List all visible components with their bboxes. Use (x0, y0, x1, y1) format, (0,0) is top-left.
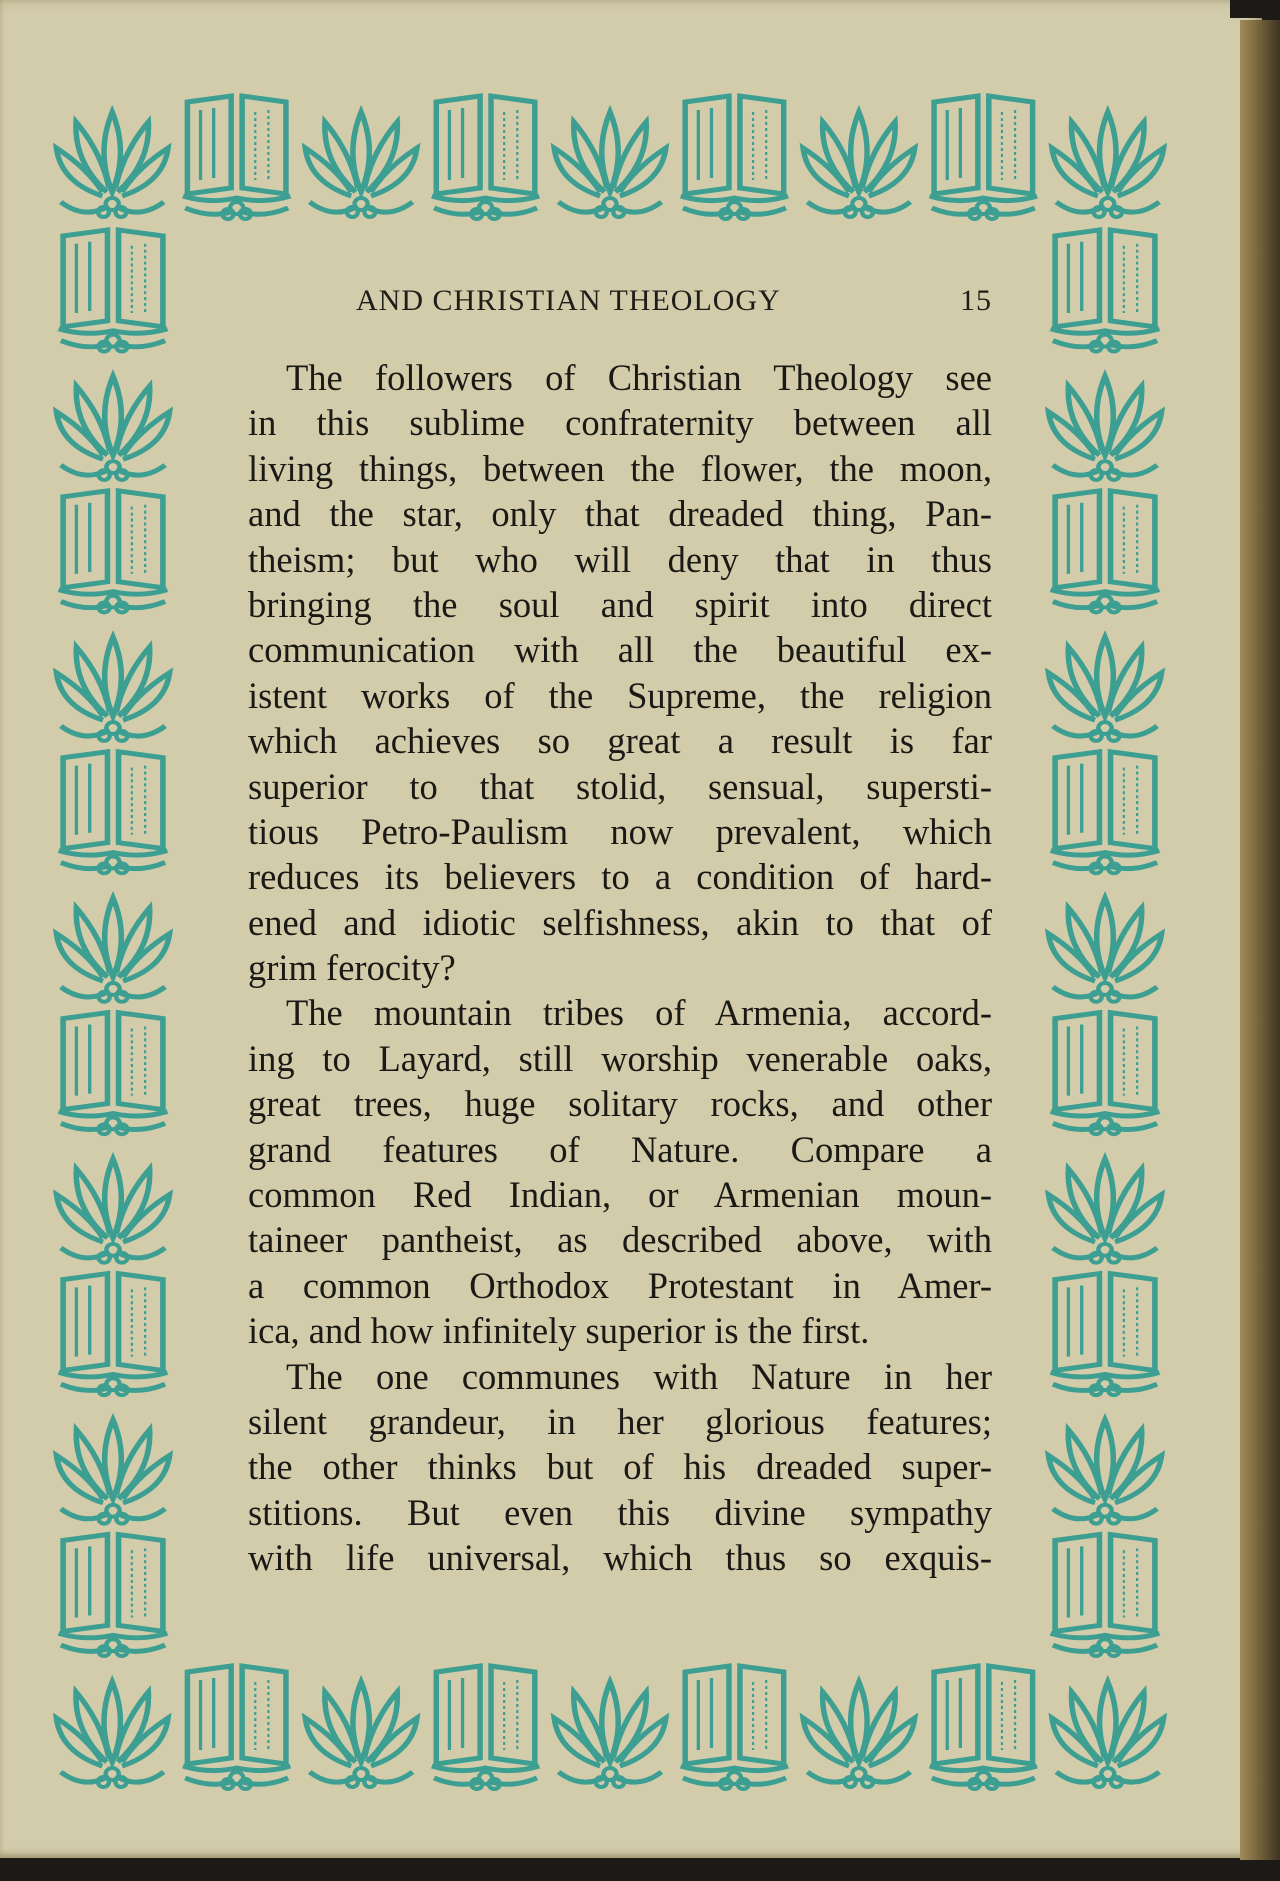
leaf-palmette-icon (56, 376, 169, 480)
open-book-icon (59, 1534, 168, 1656)
text-line: the other thinks but of his dreaded super- (248, 1446, 992, 1488)
running-title: AND CHRISTIAN THEOLOGY (356, 284, 781, 317)
text-line: The one communes with Nature in her (286, 1355, 992, 1397)
open-book-icon (930, 96, 1037, 219)
open-book-icon (1051, 491, 1160, 613)
open-book-icon (681, 1666, 788, 1789)
text-line: with life universal, which thus so exquis- (248, 1537, 992, 1579)
text-line: which achieves so great a result is far (248, 720, 992, 762)
leaf-palmette-icon (56, 1420, 169, 1524)
open-book-icon (59, 230, 168, 352)
text-line: living things, between the flower, the moon, (248, 447, 992, 489)
page-number: 15 (960, 284, 992, 317)
text-line: superior to that stolid, sensual, supersti- (248, 765, 992, 807)
leaf-palmette-icon (56, 637, 169, 741)
open-book-icon (1051, 230, 1160, 352)
text-line: The mountain tribes of Armenia, accord- (286, 992, 992, 1034)
text-line: istent works of the Supreme, the religion (248, 674, 992, 716)
corner-shadow (1230, 0, 1280, 18)
text-line: in this sublime confraternity between all (248, 402, 992, 444)
running-header (248, 284, 992, 324)
open-book-icon (183, 1666, 290, 1789)
text-line: taineer pantheist, as described above, with (248, 1219, 992, 1261)
open-book-icon (432, 1666, 539, 1789)
leaf-palmette-icon (1048, 1420, 1161, 1524)
leaf-palmette-icon (803, 112, 915, 217)
leaf-palmette-icon (1052, 1682, 1164, 1787)
leaf-palmette-icon (305, 112, 417, 217)
text-line: a common Orthodox Protestant in Amer- (248, 1264, 992, 1306)
open-book-icon (1051, 1013, 1160, 1135)
text-line: ing to Layard, still worship venerable oaks, (248, 1037, 992, 1079)
open-book-icon (59, 491, 168, 613)
open-book-icon (1051, 1534, 1160, 1656)
open-book-icon (681, 96, 788, 219)
text-line: The followers of Christian Theology see (286, 357, 992, 398)
paragraph (248, 990, 992, 1353)
leaf-palmette-icon (1048, 1159, 1161, 1263)
leaf-palmette-icon (56, 1159, 169, 1263)
open-book-icon (930, 1666, 1037, 1789)
open-book-icon (432, 96, 539, 219)
page-edge (1240, 20, 1280, 1860)
leaf-palmette-icon (305, 1682, 417, 1787)
text-line: theism; but who will deny that in thus (248, 538, 992, 580)
open-book-icon (59, 1274, 168, 1396)
paragraph (248, 1354, 992, 1581)
paragraph (248, 355, 992, 990)
text-line: grim ferocity? (248, 947, 456, 989)
leaf-palmette-icon (803, 1682, 915, 1787)
open-book-icon (183, 96, 290, 219)
leaf-palmette-icon (554, 1682, 666, 1787)
open-book-icon (1051, 1274, 1160, 1396)
leaf-palmette-icon (1048, 898, 1161, 1002)
text-line: tious Petro-Paulism now prevalent, which (248, 810, 992, 852)
text-line: communication with all the beautiful ex- (248, 629, 992, 671)
text-line: reduces its believers to a condition of hard- (248, 856, 992, 898)
text-line: stitions. But even this divine sympathy (248, 1491, 992, 1533)
open-book-icon (1051, 752, 1160, 874)
leaf-palmette-icon (1048, 637, 1161, 741)
leaf-palmette-icon (56, 898, 169, 1002)
text-line: ened and idiotic selfishness, akin to that of (248, 901, 992, 943)
text-line: ica, and how infinitely superior is the first. (248, 1310, 870, 1352)
body-text (248, 355, 992, 1581)
text-line: and the star, only that dreaded thing, Pan- (248, 493, 992, 535)
text-line: bringing the soul and spirit into direct (248, 583, 992, 625)
text-line: great trees, huge solitary rocks, and other (248, 1083, 992, 1125)
text-line: common Red Indian, or Armenian moun- (248, 1174, 992, 1216)
leaf-palmette-icon (1052, 112, 1164, 217)
leaf-palmette-icon (56, 112, 168, 217)
leaf-palmette-icon (1048, 376, 1161, 480)
text-line: grand features of Nature. Compare a (248, 1128, 992, 1170)
leaf-palmette-icon (554, 112, 666, 217)
open-book-icon (59, 1013, 168, 1135)
leaf-palmette-icon (56, 1682, 168, 1787)
text-line: silent grandeur, in her glorious features; (248, 1400, 992, 1442)
open-book-icon (59, 752, 168, 874)
